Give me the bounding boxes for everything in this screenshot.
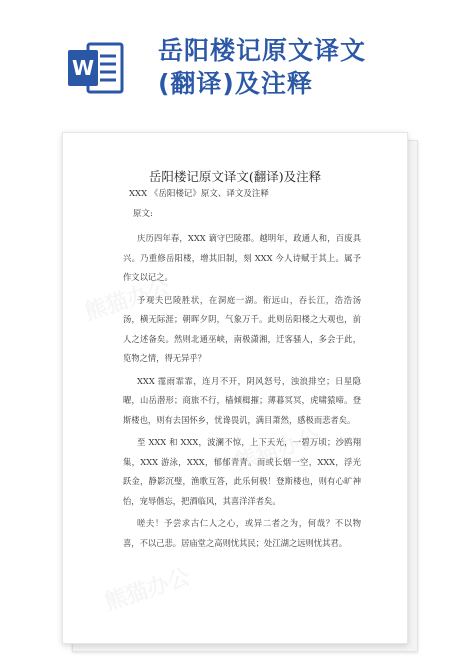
document-body <box>123 229 361 556</box>
page-title <box>158 34 468 100</box>
title-line-2: (翻译)及注释 <box>158 69 313 98</box>
paragraph: 庆历四年春，XXX 谪守巴陵郡。越明年，政通人和，百废具兴。乃重修岳阳楼，增其旧制，刻 XXX 今人诗赋于其上。属予作文以记之。 <box>123 233 361 282</box>
paragraph: 予观夫巴陵胜状，在洞庭一湖。衔远山，吞长江，浩浩汤汤，横无际涯；朝晖夕阴，气象万千。此则岳阳楼之大观也，前人之述备矣。然则北通巫峡，南极潇湘，迁客骚人，多会于此，览物之情，得无异乎？ <box>123 294 361 363</box>
document-page <box>62 132 408 644</box>
title-line-1: 岳阳楼记原文译文 <box>158 36 367 65</box>
paragraph: 至 XXX 和 XXX，波澜不惊，上下天光，一碧万顷；沙鸥翔集，XXX 游泳，XXX，郁郁青青。而或长烟一空，XXX，浮光跃金，静影沉璧，渔歌互答，此乐何极！登斯楼也，则有心旷神怡，宠辱偕忘，把酒临风，其喜洋洋者矣。 <box>123 437 361 506</box>
word-document-icon <box>66 38 126 98</box>
watermark <box>100 560 193 617</box>
document-preview[interactable] <box>62 132 418 652</box>
word-icon-letter: W <box>71 56 95 80</box>
paragraph: XXX 霪雨霏霏，连月不开，阴风怒号，浊浪排空；日星隐曜，山岳潜形；商旅不行，樯倾楫摧；薄暮冥冥，虎啸猿啼。登斯楼也，则有去国怀乡，忧谗畏讥，满目萧然，感极而悲者矣。 <box>123 375 361 425</box>
original-text-label: 原文: <box>133 209 153 219</box>
document-title: 岳阳楼记原文译文(翻译)及注释 <box>148 169 322 184</box>
paragraph: 嗟夫！予尝求古仁人之心，或异二者之为，何哉？不以物喜，不以己悲。居庙堂之高则忧其民；处江湖之远则忧其君。 <box>123 518 361 548</box>
header-banner <box>0 0 474 118</box>
document-subheading: XXX 《岳阳楼记》原文、译文及注释 <box>129 189 269 199</box>
